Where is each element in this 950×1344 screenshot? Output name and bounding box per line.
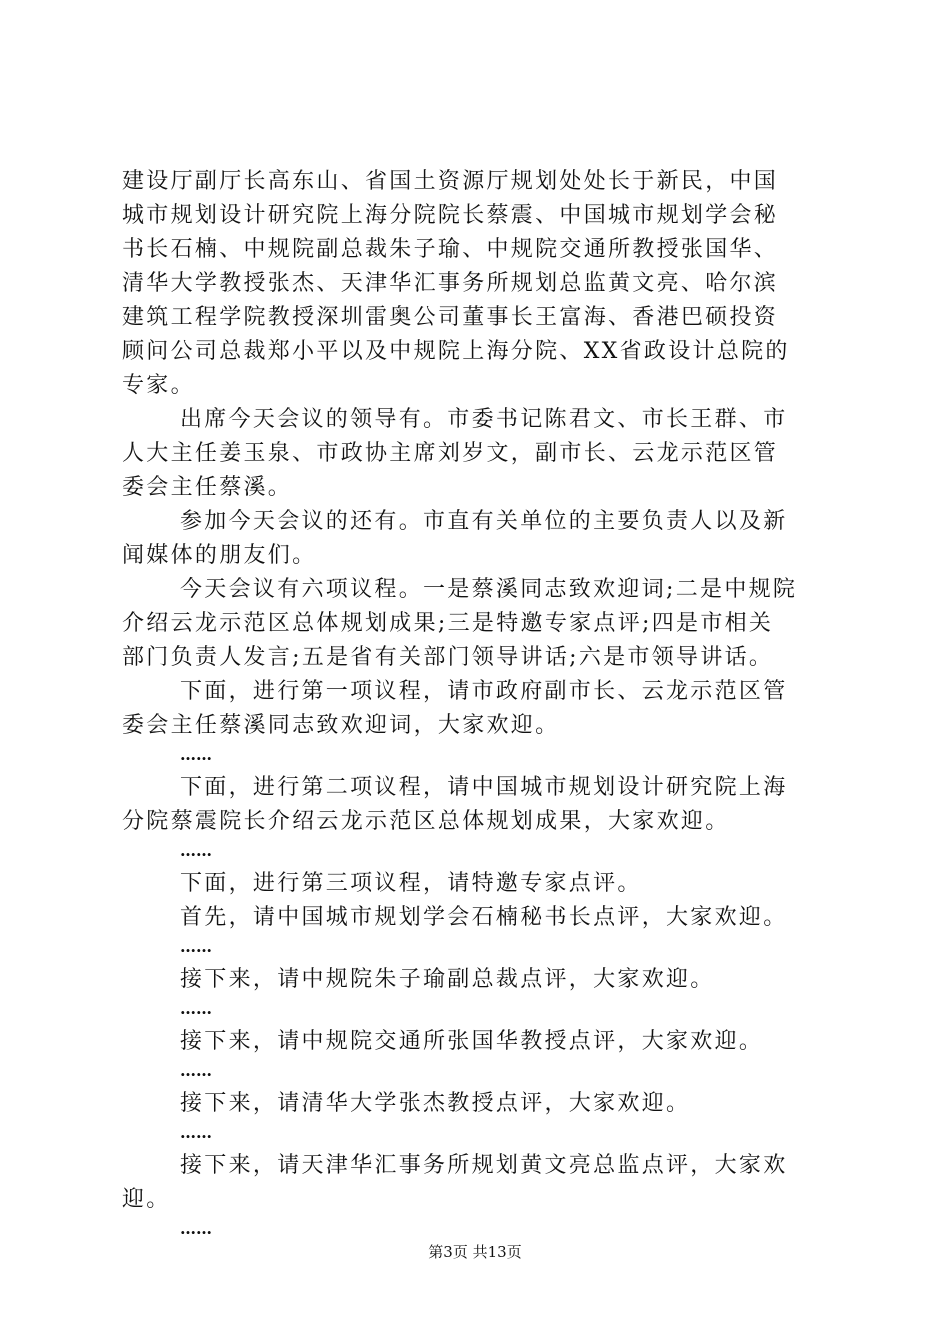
text-line: 首先，请中国城市规划学会石楠秘书长点评，大家欢迎。 (180, 905, 788, 930)
text-line: 接下来，请清华大学张杰教授点评，大家欢迎。 (180, 1091, 691, 1116)
text-line: 下面，进行第二项议程，请中国城市规划设计研究院上海 (180, 775, 788, 800)
text-line: 城市规划设计研究院上海分院院长蔡震、中国城市规划学会秘 (122, 203, 779, 228)
text-line: 介绍云龙示范区总体规划成果;三是特邀专家点评;四是市相关 (122, 611, 774, 636)
text-line: 建筑工程学院教授深圳雷奥公司董事长王富海、香港巴硕投资 (122, 305, 779, 330)
text-line: 闻媒体的朋友们。 (122, 543, 317, 568)
ellipsis-line: …… (180, 841, 212, 860)
ellipsis-line: …… (180, 1123, 212, 1142)
page-footer: 第3页 共13页 (428, 1243, 522, 1261)
text-line: 部门负责人发言;五是省有关部门领导讲话;六是市领导讲话。 (122, 645, 774, 670)
text-line: 书长石楠、中规院副总裁朱子瑜、中规院交通所教授张国华、 (122, 237, 779, 262)
text-line: 接下来，请中规院朱子瑜副总裁点评，大家欢迎。 (180, 967, 715, 992)
text-line: 委会主任蔡溪。 (122, 475, 293, 500)
text-line: 建设厅副厅长高东山、省国土资源厅规划处处长于新民，中国 (122, 169, 779, 194)
ellipsis-line: …… (180, 1061, 212, 1080)
text-line: 下面，进行第一项议程，请市政府副市长、云龙示范区管 (180, 679, 788, 704)
text-line: 迎。 (122, 1187, 171, 1212)
text-line: 接下来，请中规院交通所张国华教授点评，大家欢迎。 (180, 1029, 764, 1054)
text-line: 分院蔡震院长介绍云龙示范区总体规划成果，大家欢迎。 (122, 809, 730, 834)
ellipsis-line: …… (180, 999, 212, 1018)
text-line: 顾问公司总裁郑小平以及中规院上海分院、XX省政设计总院的 (122, 339, 790, 364)
text-line: 下面，进行第三项议程，请特邀专家点评。 (180, 871, 642, 896)
text-line: 委会主任蔡溪同志致欢迎词，大家欢迎。 (122, 713, 560, 738)
text-line: 专家。 (122, 373, 195, 398)
document-body (122, 165, 836, 1245)
text-line: 今天会议有六项议程。一是蔡溪同志致欢迎词;二是中规院 (180, 577, 798, 602)
ellipsis-line: …… (180, 1219, 212, 1238)
ellipsis-line: …… (180, 745, 212, 764)
text-line: 接下来，请天津华汇事务所规划黄文亮总监点评，大家欢 (180, 1153, 788, 1178)
text-line: 清华大学教授张杰、天津华汇事务所规划总监黄文亮、哈尔滨 (122, 271, 779, 296)
ellipsis-line: …… (180, 937, 212, 956)
text-line: 参加今天会议的还有。市直有关单位的主要负责人以及新 (180, 509, 788, 534)
text-line: 出席今天会议的领导有。市委书记陈君文、市长王群、市 (180, 407, 788, 432)
text-line: 人大主任姜玉泉、市政协主席刘岁文，副市长、云龙示范区管 (122, 441, 779, 466)
